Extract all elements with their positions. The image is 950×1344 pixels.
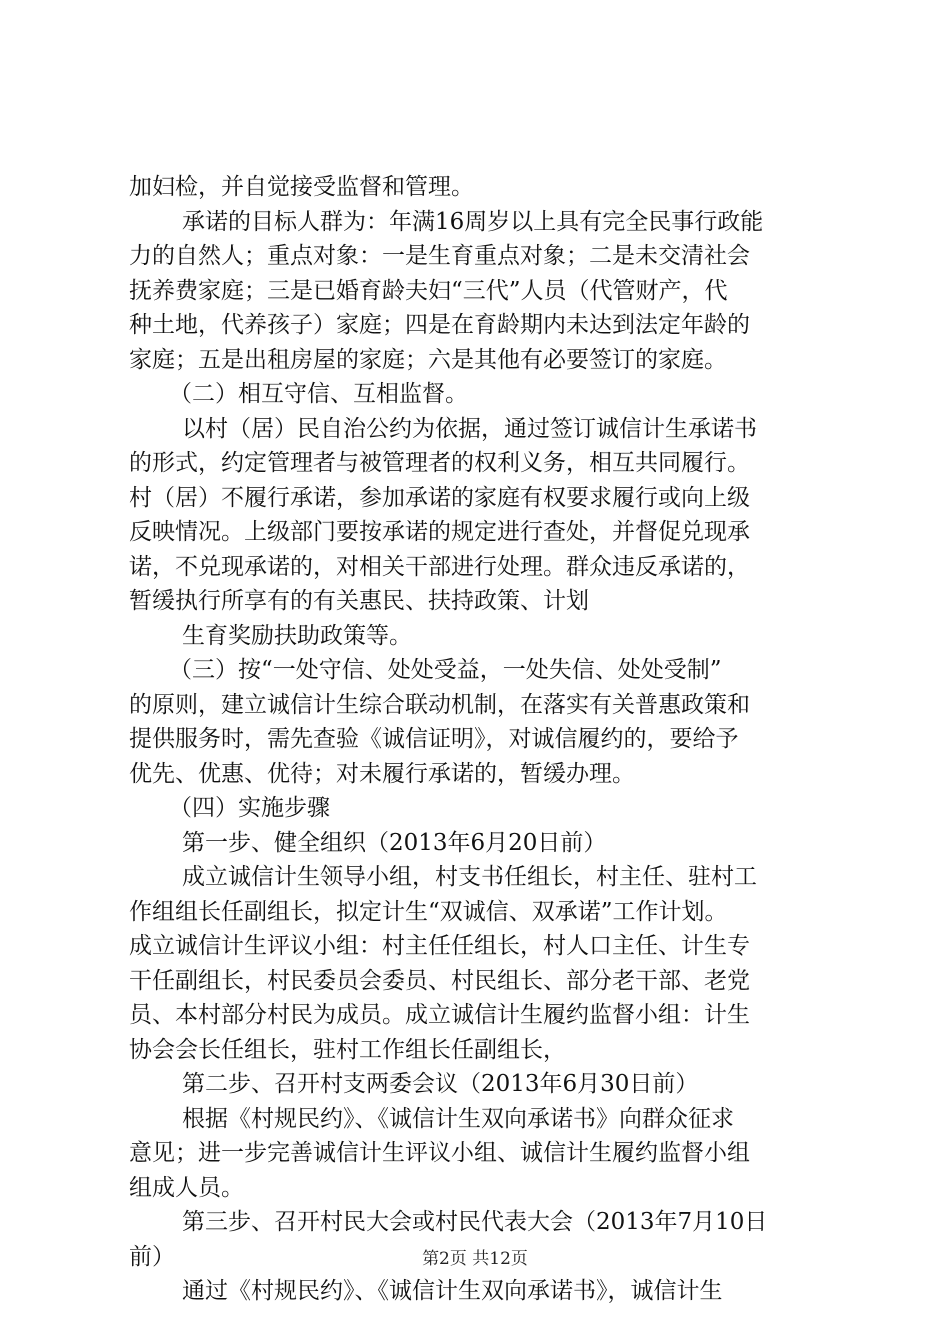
step-heading: 第一步、健全组织（2013年6月20日前） (182, 829, 607, 856)
text-line: 提供服务时，需先查验《诚信证明》，对诚信履约的，要给予 (129, 726, 739, 752)
text-line: 员、本村部分村民为成员。成立诚信计生履约监督小组：计生 (129, 1002, 750, 1028)
document-body (129, 170, 835, 1309)
step-heading: 第二步、召开村支两委会议（2013年6月30日前） (182, 1071, 699, 1097)
text-line: 意见；进一步完善诚信计生评议小组、诚信计生履约监督小组 (129, 1140, 750, 1166)
text-line: 加妇检，并自觉接受监督和管理。 (129, 174, 474, 200)
section-heading: （二）相互守信、互相监督。 (169, 381, 468, 407)
text-line: 家庭；五是出租房屋的家庭；六是其他有必要签订的家庭。 (129, 346, 727, 373)
text-line: 抚养费家庭；三是已婚育龄夫妇“三代”人员（代管财产，代 (129, 277, 728, 304)
page-footer: 第2页 共12页 (422, 1249, 528, 1269)
text-line: 力的自然人；重点对象：一是生育重点对象；二是未交清社会 (129, 243, 750, 269)
text-line: 以村（居）民自治公约为依据，通过签订诚信计生承诺书 (182, 415, 757, 442)
text-line: 作组组长任副组长，拟定计生“双诚信、双承诺”工作计划。 (129, 898, 728, 925)
section-heading: （三）按“一处守信、处处受益，一处失信、处处受制” (169, 657, 722, 683)
step-heading: 第三步、召开村民大会或村民代表大会（2013年7月10日 (182, 1209, 768, 1235)
text-line: 前） (129, 1243, 175, 1270)
text-line: 暂缓执行所享有的有关惠民、扶持政策、计划 (129, 588, 589, 614)
section-heading: （四）实施步骤 (169, 795, 330, 821)
text-line: 村（居）不履行承诺，参加承诺的家庭有权要求履行或向上级 (129, 484, 750, 511)
text-line: 成立诚信计生评议小组：村主任任组长，村人口主任、计生专 (129, 933, 750, 959)
text-line: 的形式，约定管理者与被管理者的权利义务，相互共同履行。 (129, 450, 750, 476)
text-line: 通过《村规民约》、《诚信计生双向承诺书》，诚信计生 (182, 1278, 723, 1304)
text-line: 种土地，代养孩子）家庭；四是在育龄期内未达到法定年龄的 (129, 312, 750, 338)
text-line: 成立诚信计生领导小组，村支书任组长，村主任、驻村工 (182, 864, 757, 890)
text-line: 的原则，建立诚信计生综合联动机制，在落实有关普惠政策和 (129, 691, 750, 718)
text-line: 组成人员。 (129, 1174, 244, 1201)
text-line: 承诺的目标人群为：年满16周岁以上具有完全民事行政能 (182, 208, 764, 235)
text-line: 反映情况。上级部门要按承诺的规定进行查处，并督促兑现承 (129, 519, 750, 545)
text-line: 协会会长任组长，驻村工作组长任副组长， (129, 1036, 566, 1063)
text-line: 优先、优惠、优待；对未履行承诺的，暂缓办理。 (129, 760, 635, 787)
text-line: 根据《村规民约》、《诚信计生双向承诺书》向群众征求 (182, 1105, 734, 1132)
text-line: 干任副组长，村民委员会委员、村民组长、部分老干部、老党 (129, 967, 750, 994)
text-line: 生育奖励扶助政策等。 (182, 622, 412, 649)
text-line: 诺，不兑现承诺的，对相关干部进行处理。群众违反承诺的， (129, 553, 750, 580)
